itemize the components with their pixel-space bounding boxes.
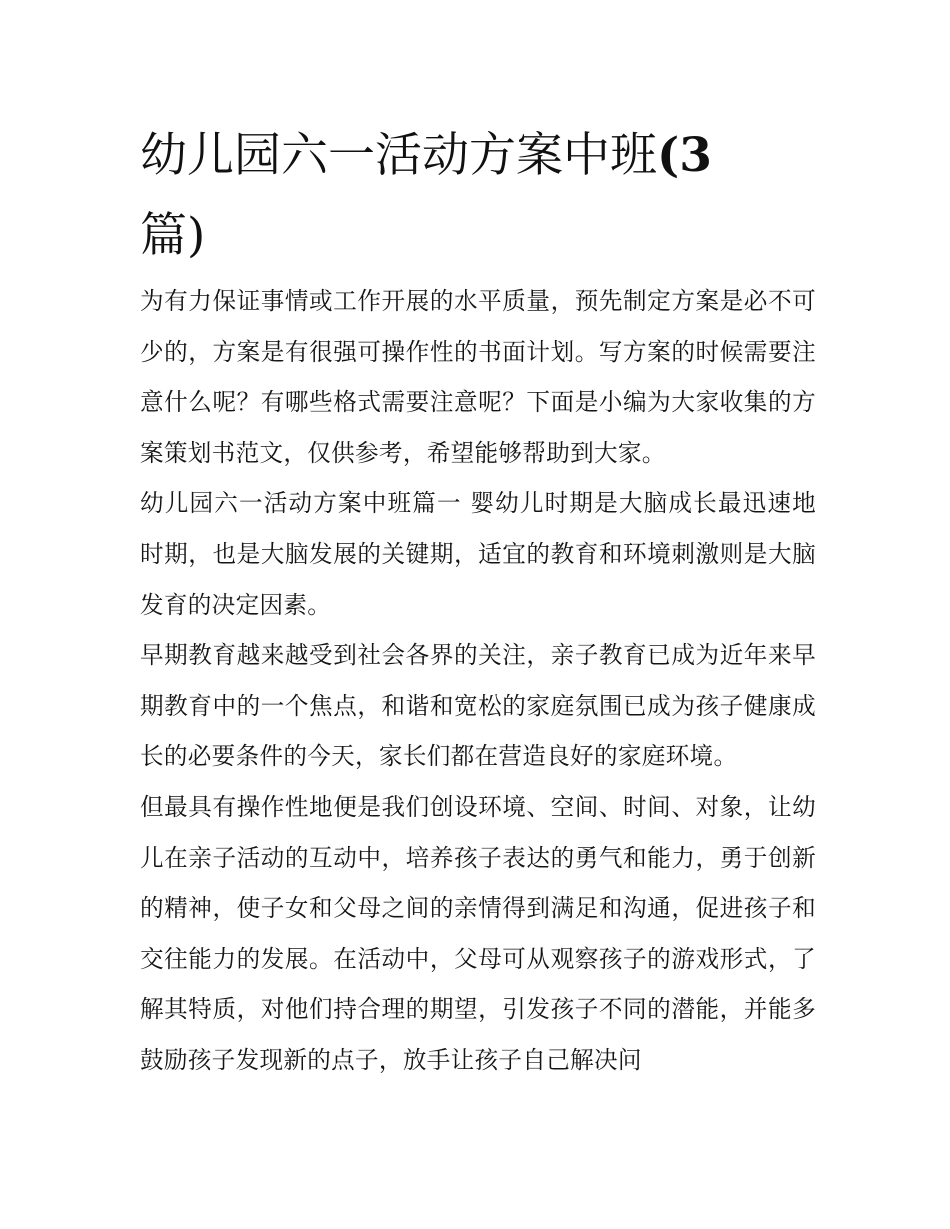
title-tail: 篇) [140, 208, 206, 263]
paragraph-section-one: 幼儿园六一活动方案中班篇一 婴幼儿时期是大脑成长最迅速地时期，也是大脑发展的关键期，适宜的教育和环境刺激则是大脑发育的决定因素。 [140, 489, 816, 619]
title-count: (3 [657, 128, 712, 183]
document-body [140, 276, 816, 1086]
paragraph-early-education: 早期教育越来越受到社会各界的关注，亲子教育已成为近年来早期教育中的一个焦点，和谐和宽松的家庭氛围已成为孩子健康成长的必要条件的今天，家长们都在营造良好的家庭环境。 [140, 641, 816, 771]
document-title [140, 116, 780, 276]
paragraph-intro: 为有力保证事情或工作开展的水平质量，预先制定方案是必不可少的，方案是有很强可操作性的书面计划。写方案的时候需要注意什么呢？有哪些格式需要注意呢？下面是小编为大家收集的方案策划书范文，仅供参考，希望能够帮助到大家。 [140, 287, 816, 467]
paragraph-parent-child-activity: 但最具有操作性地便是我们创设环境、空间、时间、对象，让幼儿在亲子活动的互动中，培养孩子表达的勇气和能力，勇于创新的精神，使子女和父母之间的亲情得到满足和沟通，促进孩子和交往能力的发展。在活动中，父母可从观察孩子的游戏形式，了解其特质，对他们持合理的期望，引发孩子不同的潜能，并能多鼓励孩子发现新的点子，放手让孩子自己解决问 [140, 792, 816, 1074]
title-main: 幼儿园六一活动方案中班 [140, 128, 657, 183]
